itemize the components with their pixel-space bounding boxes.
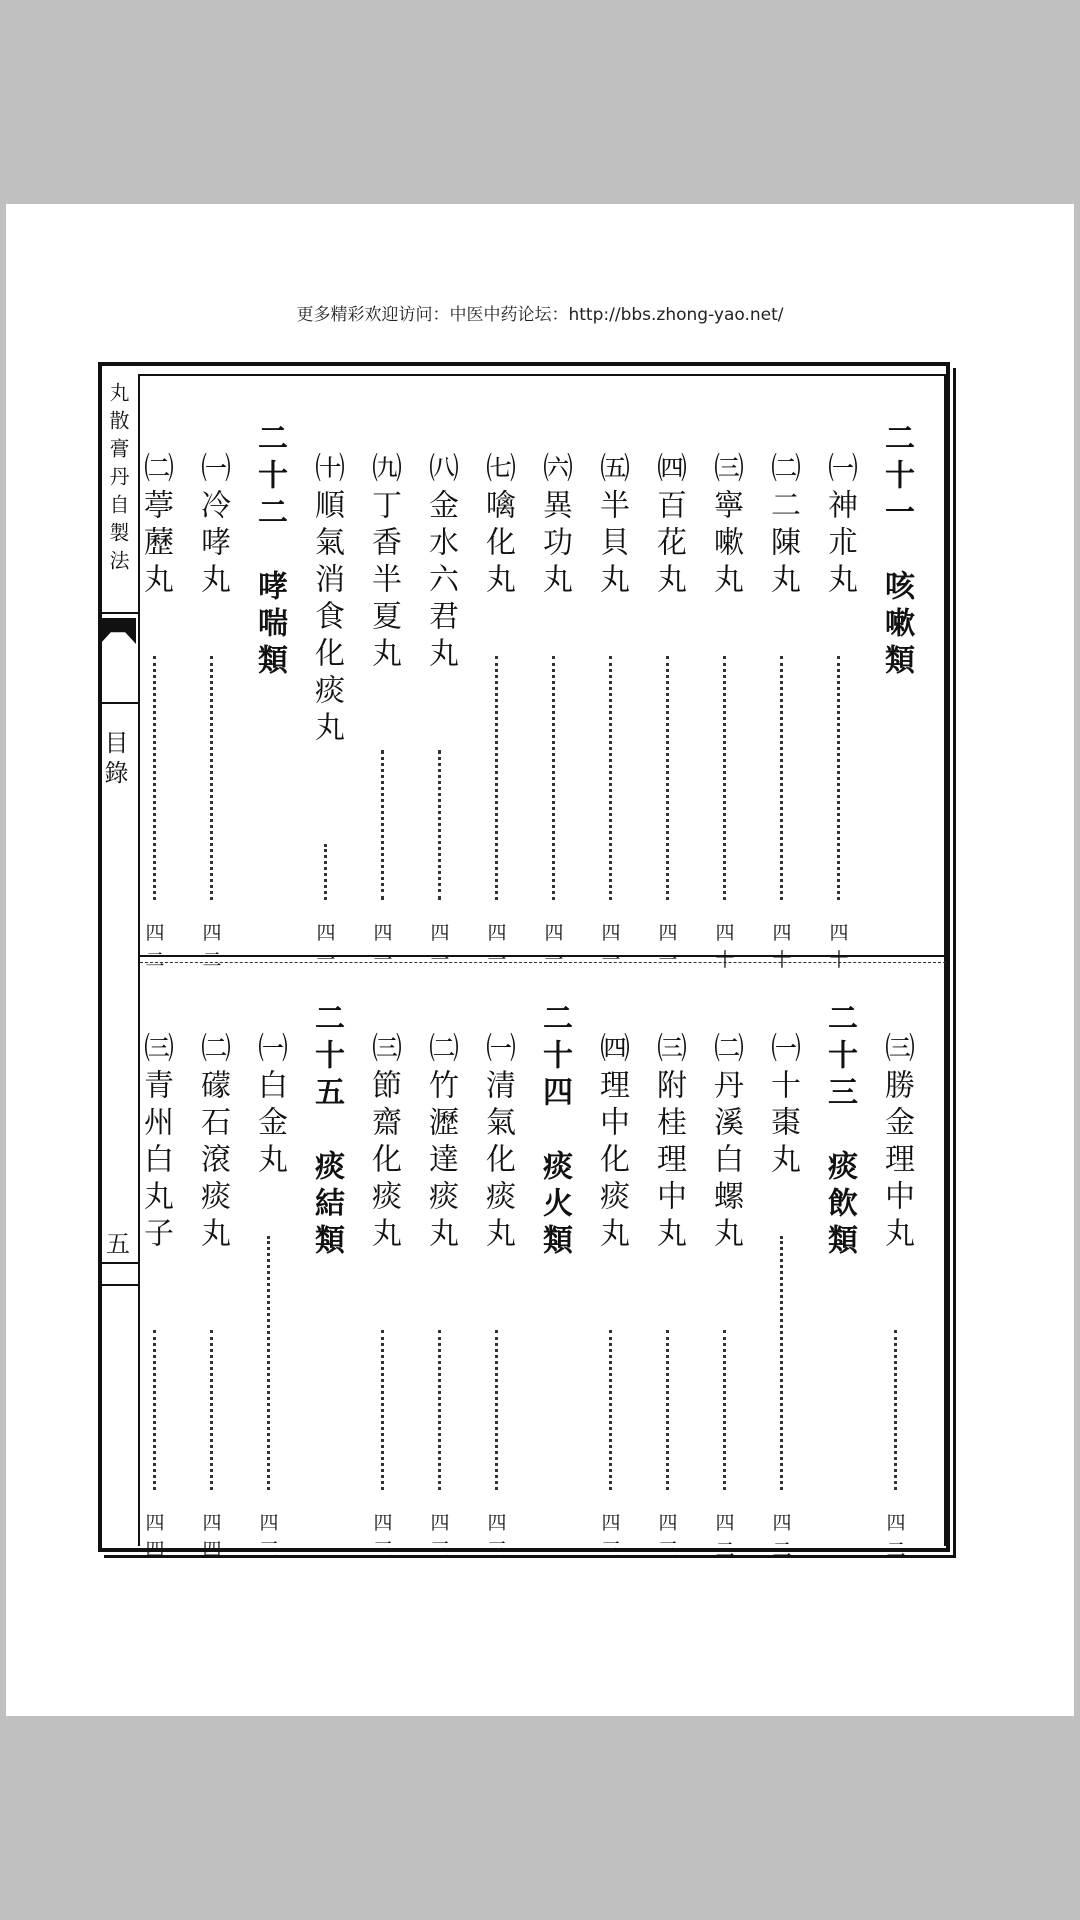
toc-entry: ㈢寧嗽丸 [708,452,743,600]
page-ref: 四一 [430,922,450,971]
page-ref: 四十 [715,922,735,971]
toc-entry: ㈥異功丸 [537,452,572,600]
page-ref: 四四 [145,1512,165,1561]
dot-leader [609,1330,616,1490]
page-ref: 四二 [772,1512,792,1561]
dot-leader [210,656,217,900]
toc-entry: ㈠冷哮丸 [195,452,230,600]
page-ref: 四一 [487,922,507,971]
dot-leader [495,1330,502,1490]
page-ref: 四一 [316,922,336,971]
toc-entry: ㈤半貝丸 [594,452,629,600]
page-ref: 四二 [715,1512,735,1561]
page-ref: 四二 [886,1512,906,1561]
dot-leader [381,1330,388,1490]
page-ref: 四一 [544,922,564,971]
toc-entry: ㈠清氣化痰丸 [480,1032,515,1254]
category-heading: 二十二 哮喘類 [252,422,287,681]
toc-entry: ㈡葶藶丸 [138,452,173,600]
dot-leader [324,844,331,900]
category-heading: 二十五 痰結類 [309,1002,344,1261]
page-ref: 四一 [601,922,621,971]
dot-leader [780,1236,787,1490]
category-heading: 二十三 痰飲類 [822,1002,857,1261]
dot-leader [210,1330,217,1490]
page-ref: 四三 [601,1512,621,1561]
page-ref: 四一 [373,922,393,971]
page-ref: 四十 [772,922,792,971]
page-ref: 四三 [373,1512,393,1561]
forum-notice: 更多精彩欢迎访问：中医中药论坛：http://bbs.zhong-yao.net/ [296,305,784,325]
dot-leader [153,656,160,900]
page-ref: 四一 [658,922,678,971]
toc-entry: ㈢附桂理中丸 [651,1032,686,1254]
dot-leader [723,656,730,900]
section-label: 目錄 [100,730,128,790]
toc-entry: ㈡丹溪白螺丸 [708,1032,743,1254]
block-margin-column [98,362,138,1552]
page-ref: 四二 [202,922,222,971]
toc-entry: ㈡礞石滾痰丸 [195,1032,230,1254]
book-title: 丸散膏丹自製法 [106,382,130,578]
fishtail-mark [100,618,136,644]
dot-leader [666,1330,673,1490]
page-ref: 四四 [202,1512,222,1561]
toc-entry: ㈡竹瀝達痰丸 [423,1032,458,1254]
page-ref: 四二 [145,922,165,971]
page-ref: 四三 [658,1512,678,1561]
dot-leader [153,1330,160,1490]
page-number: 五 [106,1230,130,1258]
margin-divider [98,1284,138,1286]
dot-leader [552,656,559,900]
dot-leader [267,1236,274,1490]
margin-divider [98,612,138,614]
category-heading: 二十四 痰火類 [537,1002,572,1261]
page-ref: 四三 [259,1512,279,1561]
category-heading: 二十一 咳嗽類 [879,422,914,681]
toc-entry: ㈠神朮丸 [822,452,857,600]
toc-entry: ㈡二陳丸 [765,452,800,600]
toc-entry: ㈣百花丸 [651,452,686,600]
margin-divider [98,702,138,704]
dot-leader [609,656,616,900]
margin-divider [98,1262,138,1264]
dot-leader [723,1330,730,1490]
toc-entry: ㈦噙化丸 [480,452,515,600]
toc-entry: ㈣理中化痰丸 [594,1032,629,1254]
toc-entry: ㈢節齋化痰丸 [366,1032,401,1254]
page-ref: 四三 [430,1512,450,1561]
toc-entry: ㈢青州白丸子 [138,1032,173,1254]
dot-leader [666,656,673,900]
dot-leader [894,1330,901,1490]
dot-leader [837,656,844,900]
dot-leader [438,750,445,900]
page-ref: 四三 [487,1512,507,1561]
toc-entry: ㈠十棗丸 [765,1032,800,1180]
toc-entry: ㈠白金丸 [252,1032,287,1180]
toc-entry: ㈩順氣消食化痰丸 [309,452,344,748]
dot-leader [381,750,388,900]
toc-entry: ㈨丁香半夏丸 [366,452,401,674]
dot-leader [495,656,502,900]
dot-leader [780,656,787,900]
toc-entry: ㈧金水六君丸 [423,452,458,674]
toc-entry: ㈢勝金理中丸 [879,1032,914,1254]
page-ref: 四十 [829,922,849,971]
dot-leader [438,1330,445,1490]
